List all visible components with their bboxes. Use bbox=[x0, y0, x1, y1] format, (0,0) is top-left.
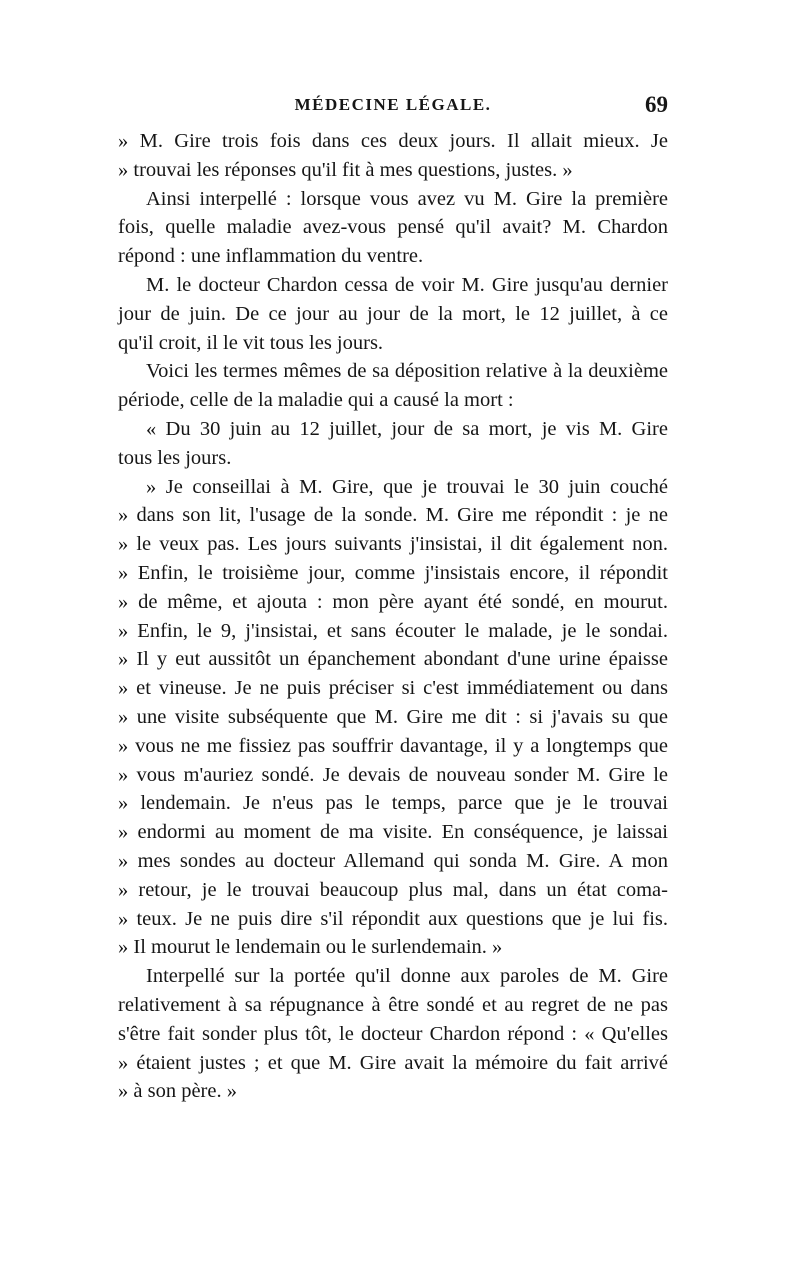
text-line: » mes sondes au docteur Allemand qui sonda M. Gire. A mon bbox=[118, 849, 668, 872]
text-line: jour de juin. De ce jour au jour de la mort, le 12 juillet, à ce bbox=[118, 302, 668, 325]
text-line: » dans son lit, l'usage de la sonde. M. Gire me répondit : je ne bbox=[118, 504, 668, 527]
running-title: MÉDECINE LÉGALE. bbox=[294, 95, 492, 114]
text-line: qu'il croit, il le vit tous les jours. bbox=[118, 331, 384, 354]
text-line: » vous m'auriez sondé. Je devais de nouveau sonder M. Gire le bbox=[118, 763, 668, 786]
text-line: relativement à sa répugnance à être sondé et au regret de ne pas bbox=[118, 993, 668, 1016]
text-line: » à son père. » bbox=[118, 1080, 237, 1103]
text-line: » le veux pas. Les jours suivants j'insistai, il dit également non. bbox=[118, 533, 668, 556]
text-line: » trouvai les réponses qu'il fit à mes questions, justes. » bbox=[118, 158, 573, 181]
text-line: Voici les termes mêmes de sa déposition relative à la deuxième bbox=[146, 360, 668, 383]
text-line: » endormi au moment de ma visite. En conséquence, je laissai bbox=[118, 821, 668, 844]
text-line: tous les jours. bbox=[118, 446, 232, 469]
text-line: » M. Gire trois fois dans ces deux jours. Il allait mieux. Je bbox=[118, 130, 668, 152]
text-line: » retour, je le trouvai beaucoup plus mal, dans un état coma- bbox=[118, 878, 668, 901]
text-line: Ainsi interpellé : lorsque vous avez vu M. Gire la première bbox=[146, 187, 668, 210]
text-line: » vous ne me fissiez pas souffrir davantage, il y a longtemps que bbox=[118, 734, 668, 757]
text-line: » une visite subséquente que M. Gire me dit : si j'avais su que bbox=[118, 705, 668, 728]
text-line: » Enfin, le troisième jour, comme j'insistais encore, il répondit bbox=[118, 561, 668, 584]
text-line: » étaient justes ; et que M. Gire avait la mémoire du fait arrivé bbox=[118, 1051, 668, 1074]
text-line: » teux. Je ne puis dire s'il répondit aux questions que je lui fis. bbox=[118, 907, 668, 930]
text-line: répond : une inflammation du ventre. bbox=[118, 245, 424, 268]
text-line: » de même, et ajouta : mon père ayant été sondé, en mourut. bbox=[118, 590, 668, 613]
text-line: période, celle de la maladie qui a causé la mort : bbox=[118, 389, 514, 412]
text-line: » Il mourut le lendemain ou le surlendemain. » bbox=[118, 936, 503, 959]
body-text bbox=[118, 127, 668, 1106]
text-line: » Je conseillai à M. Gire, que je trouvai le 30 juin couché bbox=[146, 475, 668, 498]
text-line: s'être fait sonder plus tôt, le docteur Chardon répond : « Qu'elles bbox=[118, 1022, 668, 1045]
text-line: M. le docteur Chardon cessa de voir M. Gire jusqu'au dernier bbox=[146, 273, 668, 296]
page-number: 69 bbox=[645, 92, 668, 117]
text-line: » et vineuse. Je ne puis préciser si c'est immédiatement ou dans bbox=[118, 677, 668, 700]
text-line: » Il y eut aussitôt un épanchement abondant d'une urine épaisse bbox=[118, 648, 668, 671]
running-head bbox=[118, 90, 668, 120]
text-line: Interpellé sur la portée qu'il donne aux paroles de M. Gire bbox=[146, 965, 668, 988]
text-line: fois, quelle maladie avez-vous pensé qu'il avait? M. Chardon bbox=[118, 216, 668, 239]
text-line: « Du 30 juin au 12 juillet, jour de sa mort, je vis M. Gire bbox=[146, 417, 668, 440]
text-line: » Enfin, le 9, j'insistai, et sans écouter le malade, je le sondai. bbox=[118, 619, 668, 642]
text-line: » lendemain. Je n'eus pas le temps, parce que je le trouvai bbox=[118, 792, 668, 815]
